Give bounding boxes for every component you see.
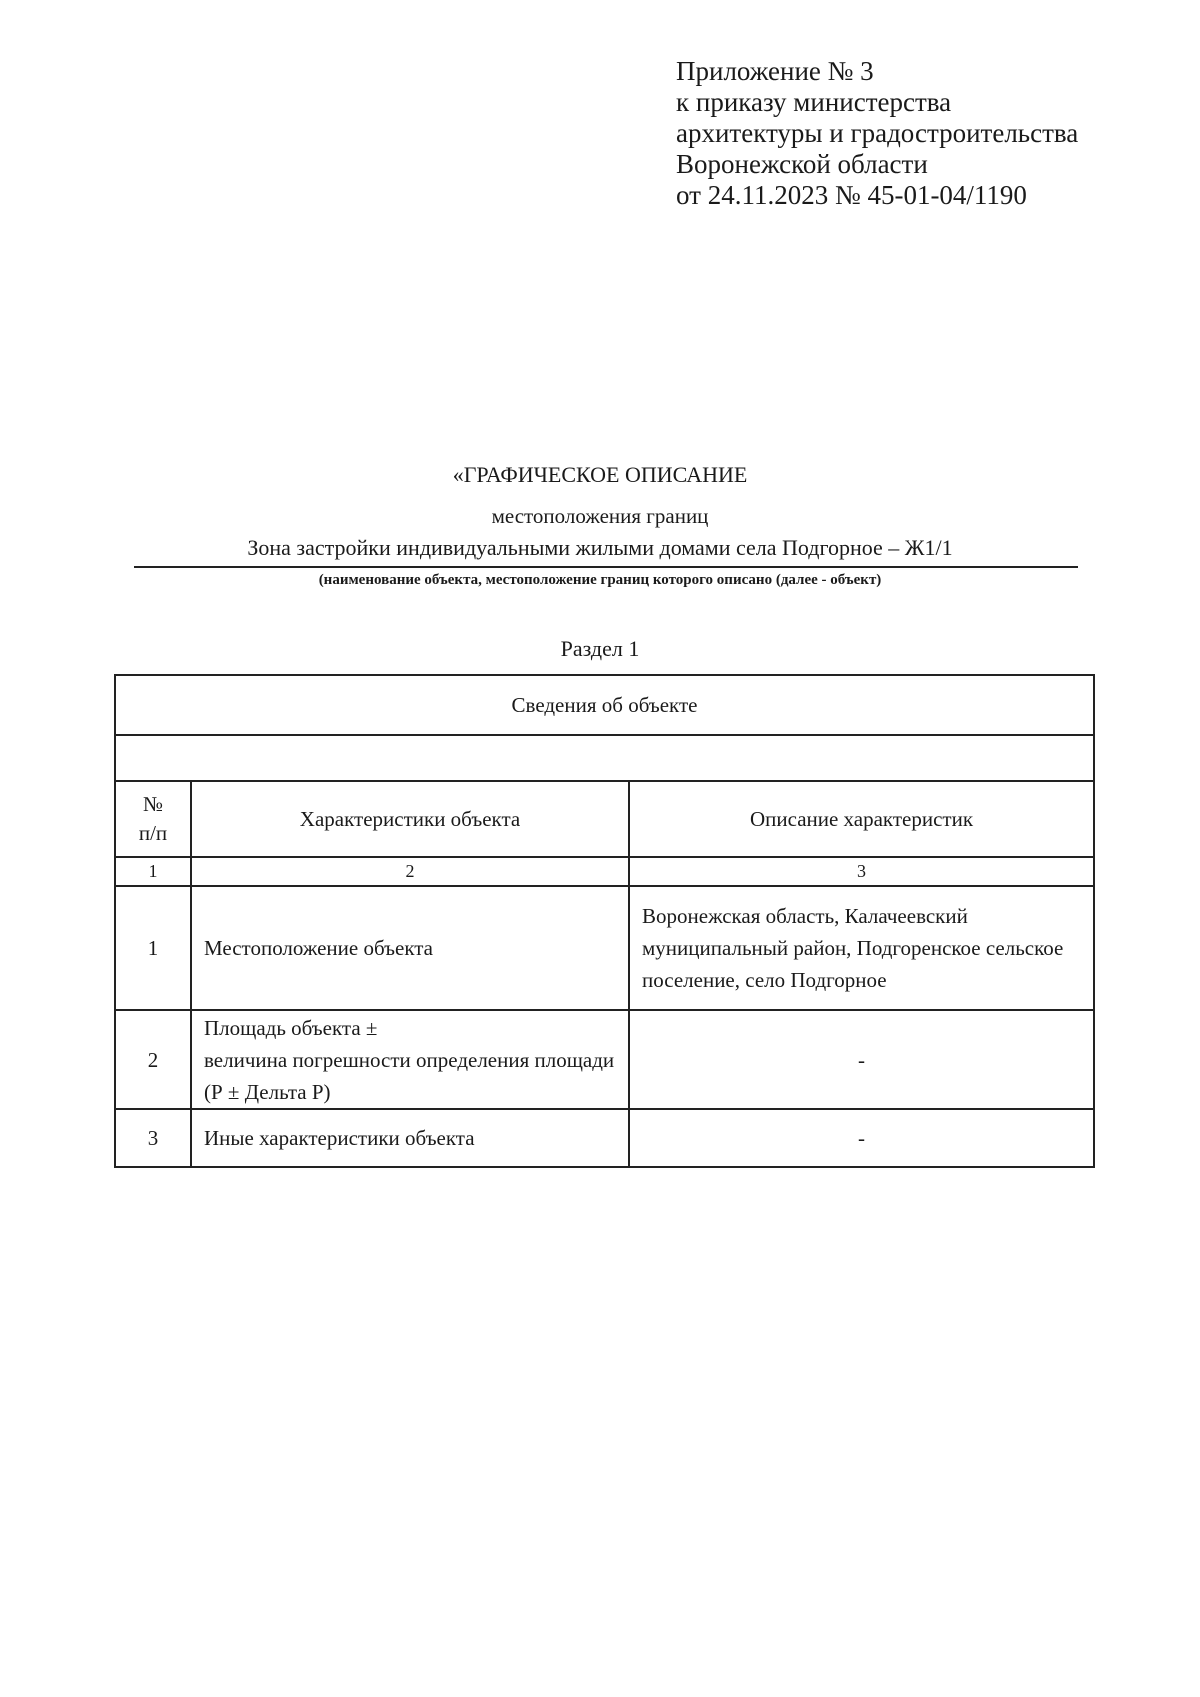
table-header-row [115,781,1094,857]
row-characteristic: Иные характеристики объекта [191,1109,629,1167]
appendix-line: к приказу министерства [676,87,952,117]
table-column-index-row [115,857,1094,886]
table-row [115,1010,1094,1109]
column-index: 1 [115,857,191,886]
column-header-number: № п/п [115,781,191,857]
object-info-table [114,674,1095,1168]
row-number: 1 [115,886,191,1010]
column-index: 3 [629,857,1094,886]
row-number: 3 [115,1109,191,1167]
table-row [115,886,1094,1010]
row-characteristic: Местоположение объекта [191,886,629,1010]
row-characteristic: Площадь объекта ± величина погрешности определения площади (Р ± Дельта Р) [191,1010,629,1109]
table-empty-row [115,735,1094,781]
row-description: - [629,1010,1094,1109]
column-index: 2 [191,857,629,886]
appendix-line: Воронежской области [676,149,928,179]
row-description: Воронежская область, Калачеевский муниципальный район, Подгоренское сельское поселение, село Подгорное [629,886,1094,1010]
row-description: - [629,1109,1094,1167]
column-header-description: Описание характеристик [629,781,1094,857]
table-caption: Сведения об объекте [115,675,1094,735]
object-name-underline [134,566,1078,568]
section-title: Раздел 1 [560,636,640,661]
table-empty-cell [115,735,1094,781]
object-name: Зона застройки индивидуальными жилыми домами села Подгорное – Ж1/1 [247,535,953,560]
appendix-line: Приложение № 3 [676,56,874,86]
table-row [115,1109,1094,1167]
table-caption-row [115,675,1094,735]
column-header-characteristic: Характеристики объекта [191,781,629,857]
appendix-line: архитектуры и градостроительства [676,118,1079,148]
document-subtitle: местоположения границ [491,504,709,528]
object-name-note: (наименование объекта, местоположение границ которого описано (далее - объект) [318,572,882,588]
row-number: 2 [115,1010,191,1109]
document-title: «ГРАФИЧЕСКОЕ ОПИСАНИЕ [452,462,748,487]
appendix-date-number: от 24.11.2023 № 45-01-04/1190 [676,180,1027,210]
appendix-block [676,56,1078,211]
